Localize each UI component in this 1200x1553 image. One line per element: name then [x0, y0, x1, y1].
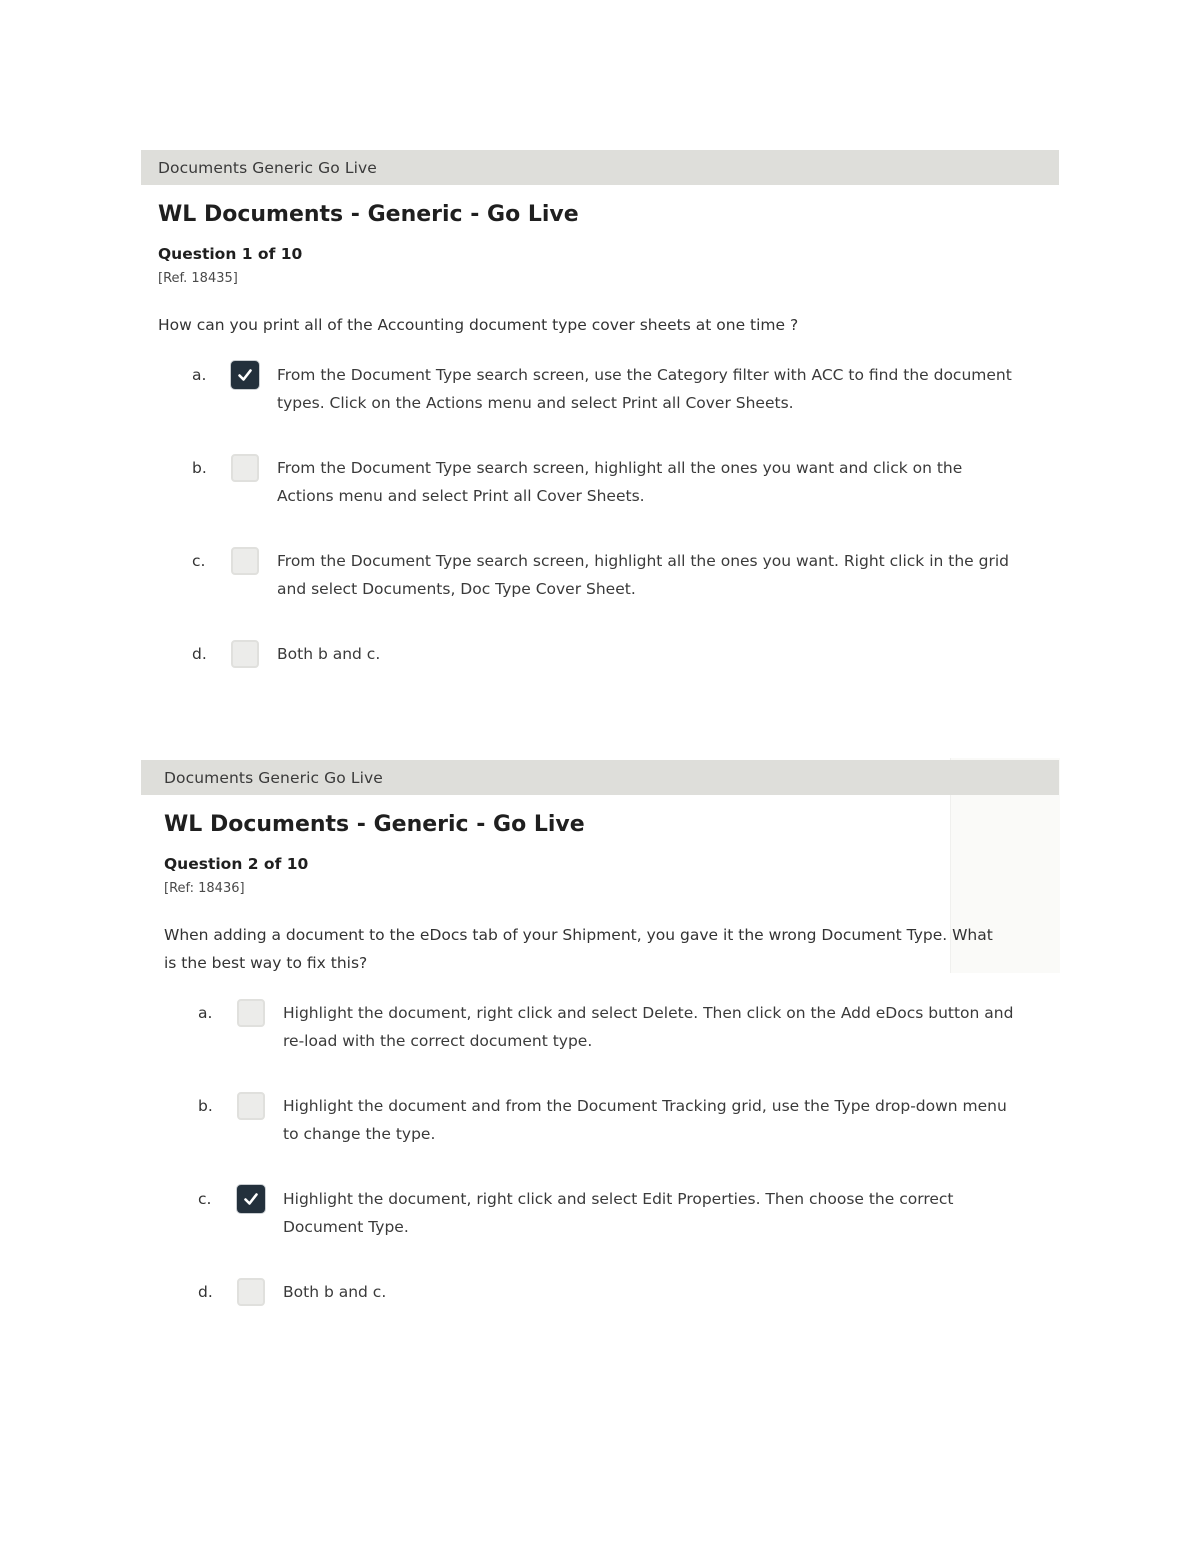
question-ref: [Ref. 18435] — [158, 271, 238, 286]
question-counter: Question 1 of 10 — [158, 245, 303, 263]
checkmark-icon — [236, 366, 254, 384]
option-text: From the Document Type search screen, highlight all the ones you want and click on the Actions menu and select Print all Cover Sheets. — [277, 459, 963, 505]
answer-option-b[interactable] — [158, 454, 1059, 510]
answer-option-a[interactable] — [158, 361, 1059, 417]
answer-checkbox[interactable] — [237, 1092, 265, 1120]
answer-option-c[interactable] — [164, 1185, 1059, 1241]
option-letter: b. — [198, 1097, 213, 1115]
answer-option-a[interactable] — [164, 999, 1059, 1055]
quiz-header-bar — [141, 150, 1059, 185]
option-text: From the Document Type search screen, highlight all the ones you want. Right click in the grid and select Documents, Doc Type Cover Sheet. — [277, 552, 1009, 598]
answer-options — [158, 361, 1059, 668]
question-counter: Question 2 of 10 — [164, 855, 309, 873]
option-letter: d. — [192, 645, 207, 663]
quiz-card-2 — [141, 760, 1059, 1343]
option-text: Highlight the document, right click and select Delete. Then click on the Add eDocs button and re-load with the correct document type. — [283, 1004, 1014, 1050]
answer-checkbox[interactable] — [231, 547, 259, 575]
answer-checkbox-checked[interactable] — [231, 361, 259, 389]
answer-checkbox[interactable] — [237, 1278, 265, 1306]
quiz-header-label: Documents Generic Go Live — [158, 158, 377, 177]
answer-option-b[interactable] — [164, 1092, 1059, 1148]
option-letter: d. — [198, 1283, 213, 1301]
answer-option-d[interactable] — [158, 640, 1059, 668]
option-letter: c. — [198, 1190, 212, 1208]
question-ref: [Ref: 18436] — [164, 881, 245, 896]
option-letter: c. — [192, 552, 206, 570]
option-text: Both b and c. — [283, 1283, 387, 1301]
answer-checkbox[interactable] — [231, 640, 259, 668]
answer-checkbox-checked[interactable] — [237, 1185, 265, 1213]
quiz-header-bar — [141, 760, 1059, 795]
quiz-title: WL Documents - Generic - Go Live — [158, 202, 579, 227]
answer-options — [164, 999, 1059, 1306]
answer-checkbox[interactable] — [237, 999, 265, 1027]
answer-checkbox[interactable] — [231, 454, 259, 482]
option-letter: b. — [192, 459, 207, 477]
option-text: Both b and c. — [277, 645, 381, 663]
option-letter: a. — [192, 366, 207, 384]
question-prompt: How can you print all of the Accounting document type cover sheets at one time ? — [158, 316, 799, 334]
option-text: Highlight the document, right click and select Edit Properties. Then choose the correct Document Type. — [283, 1190, 954, 1236]
answer-option-c[interactable] — [158, 547, 1059, 603]
quiz-header-label: Documents Generic Go Live — [164, 768, 383, 787]
checkmark-icon — [242, 1190, 260, 1208]
answer-option-d[interactable] — [164, 1278, 1059, 1306]
quiz-title: WL Documents - Generic - Go Live — [164, 812, 585, 837]
option-text: Highlight the document and from the Document Tracking grid, use the Type drop-down menu to change the type. — [283, 1097, 1007, 1143]
option-letter: a. — [198, 1004, 213, 1022]
option-text: From the Document Type search screen, use the Category filter with ACC to find the document types. Click on the Actions menu and select Print all Cover Sheets. — [277, 366, 1012, 412]
question-prompt: When adding a document to the eDocs tab of your Shipment, you gave it the wrong Document Type. What is the best way to fix this? — [164, 926, 993, 972]
quiz-card-1 — [141, 150, 1059, 705]
